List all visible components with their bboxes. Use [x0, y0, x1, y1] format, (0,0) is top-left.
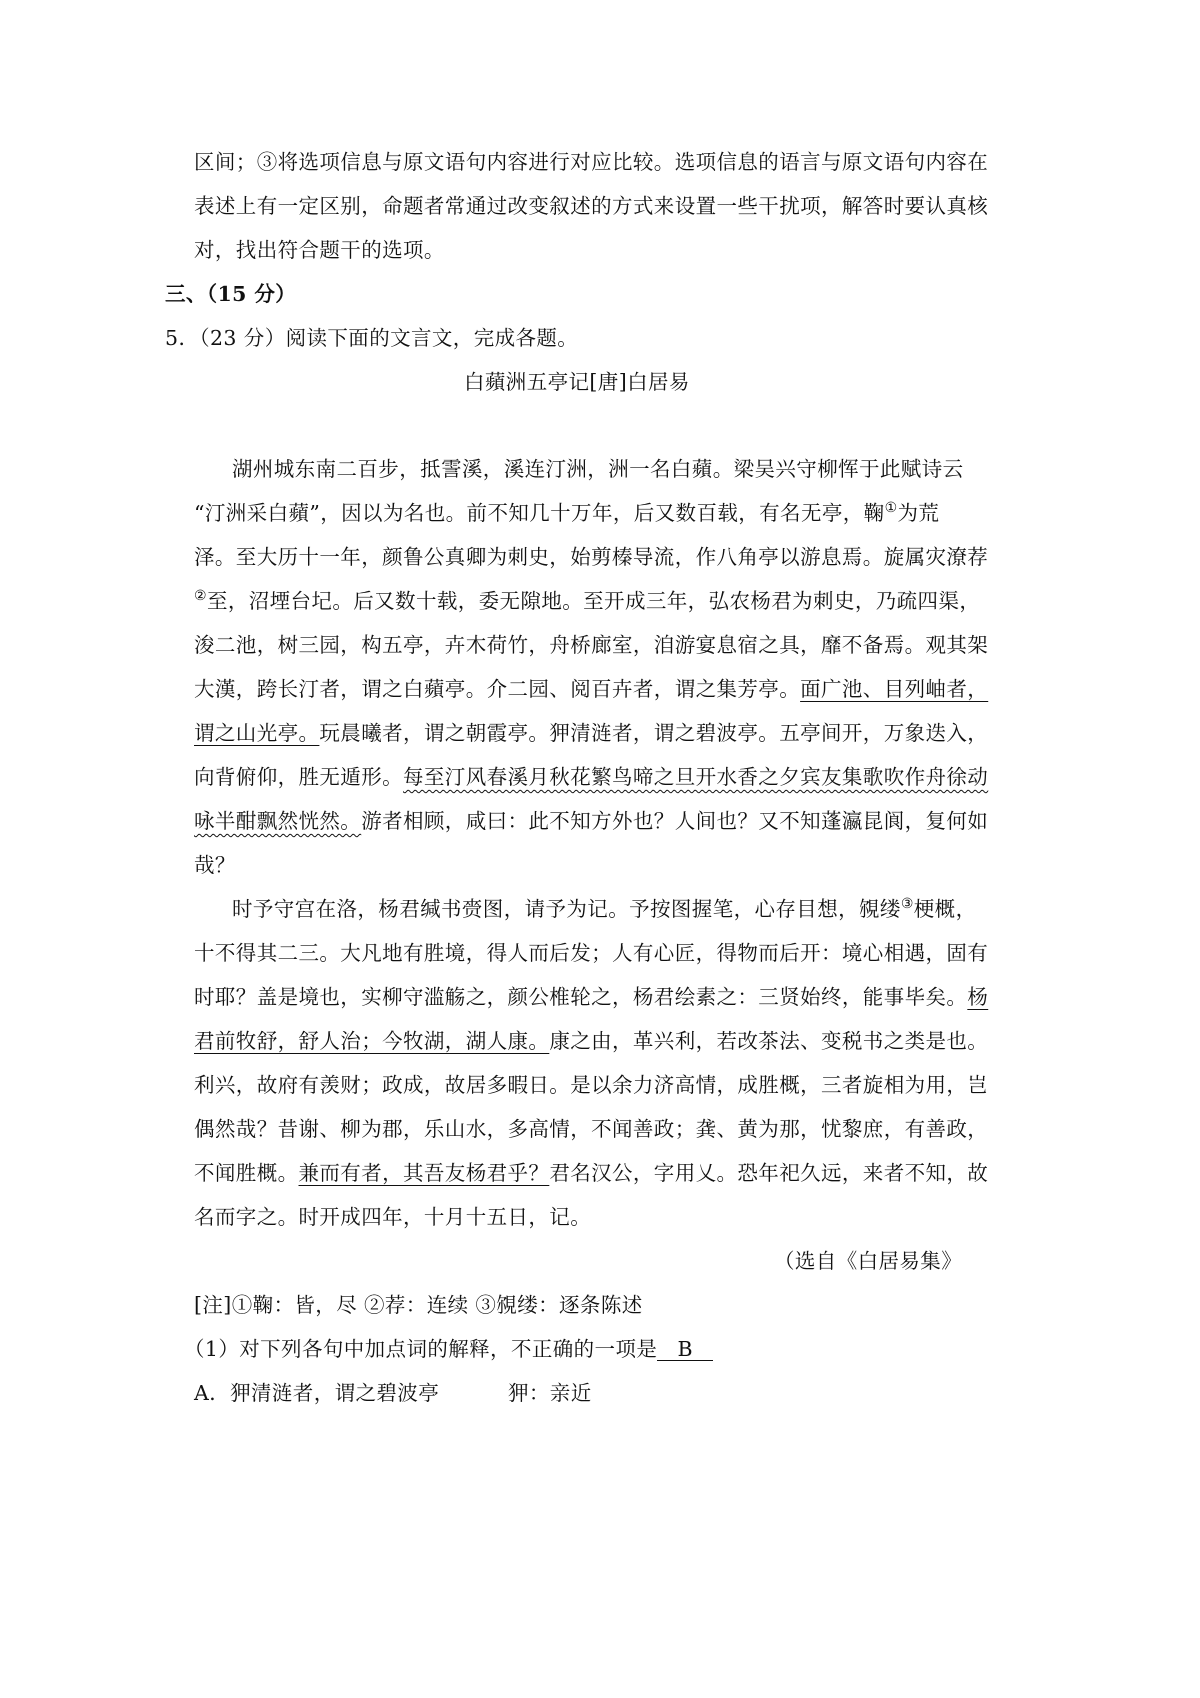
intro-line-3: 对，找出符合题干的选项。	[194, 238, 445, 262]
text-span: 时耶？盖是境也，实柳守滥觞之，颜公椎轮之，杨君绘素之：三贤始终，能事毕矣。	[194, 985, 968, 1009]
subquestion-prompt: （1）对下列各句中加点词的解释，不正确的一项是	[184, 1337, 658, 1361]
question-stem: 5．（23 分）阅读下面的文言文，完成各题。	[165, 326, 579, 350]
option-a	[194, 1376, 439, 1406]
passage-p2-line-5: 利兴，故府有羡财；政成，故居多暇日。是以余力济高情，成胜概，三者旋相为用，岂	[194, 1073, 989, 1097]
passage-p1-line-8	[194, 760, 988, 790]
text-span: 君名汉公，字用乂。恐年祀久远，来者不知，故	[549, 1161, 989, 1185]
passage-p2-line-7	[194, 1156, 988, 1186]
passage-title: 白蘋洲五亭记[唐]白居易	[464, 370, 690, 394]
passage-p1-line-7	[194, 716, 988, 746]
passage-source: （选自《白居易集》	[774, 1249, 963, 1273]
option-a-gloss: 狎：亲近	[508, 1381, 592, 1405]
underlined-sentence: 兼而有者，其吾友杨君乎？	[298, 1161, 550, 1185]
intro-line-2: 表述上有一定区别，命题者常通过改变叙述的方式来设置一些干扰项，解答时要认真核	[194, 194, 989, 218]
option-a-text: A．狎清涟者，谓之碧波亭	[194, 1381, 440, 1405]
text-span: “汀洲采白蘋”，因以为名也。前不知几十万年，后又数百载，有名无亭，鞠	[194, 501, 885, 525]
text-span: 康之由，革兴利，若改茶法、变税书之类是也。	[549, 1029, 989, 1053]
passage-p1-line-4	[194, 584, 980, 614]
passage-p1-line-3: 泽。至大历十一年，颜鲁公真卿为刺史，始剪榛导流，作八角亭以游息焉。旋属灾潦荐	[194, 545, 989, 569]
text-span: 游者相顾，咸曰：此不知方外也？人间也？又不知蓬瀛昆阆，复何如	[361, 809, 989, 833]
text-span: 玩晨曦者，谓之朝霞亭。狎清涟者，谓之碧波亭。五亭间开，万象迭入，	[319, 721, 989, 745]
passage-p1-line-9	[194, 804, 988, 834]
passage-p1-line-10: 哉？	[194, 853, 236, 877]
footnote-marker: ②	[194, 588, 207, 604]
text-span: 不闻胜概。	[194, 1161, 299, 1185]
passage-p1-line-1: 湖州城东南二百步，抵霅溪，溪连汀洲，洲一名白蘋。梁吴兴守柳恽于此赋诗云	[232, 457, 964, 481]
text-span: 大漢，跨长汀者，谓之白蘋亭。介二园、阅百卉者，谓之集芳亭。	[194, 677, 801, 701]
underlined-sentence: 面广池、目列岫者，	[800, 677, 989, 701]
footnote-marker: ①	[884, 500, 898, 516]
passage-p2-line-6: 偶然哉？昔谢、柳为郡，乐山水，多高情，不闻善政；龚、黄为那，忧黎庶，有善政，	[194, 1117, 989, 1141]
passage-p1-line-6	[194, 672, 988, 702]
text-span: 时予守宫在洛，杨君缄书赍图，请予为记。予按图握笔，心存目想，覙缕	[232, 897, 901, 921]
text-span: 梗概，	[913, 897, 977, 921]
underlined-sentence: 君前牧舒，舒人治；今牧湖，湖人康。	[194, 1029, 550, 1053]
passage-p2-line-8: 名而字之。时开成四年，十月十五日，记。	[194, 1205, 592, 1229]
passage-p2-line-1	[232, 892, 976, 922]
intro-line-1: 区间；③将选项信息与原文语句内容进行对应比较。选项信息的语言与原文语句内容在	[194, 150, 989, 174]
passage-p2-line-4	[194, 1024, 988, 1054]
text-span: 至，沼堙台圮。后又数十载，委无隙地。至开成三年，弘农杨君为刺史，乃疏四渠，	[206, 589, 981, 613]
text-span: 为荒	[897, 501, 940, 525]
section-heading: 三、（15 分）	[165, 282, 297, 306]
underlined-sentence: 杨	[967, 985, 989, 1009]
passage-p2-line-2: 十不得其二三。大凡地有胜境，得人而后发；人有心匠，得物而后开：境心相遇，固有	[194, 941, 989, 965]
passage-p1-line-5: 浚二池，树三园，构五亭，卉木荷竹，舟桥廊室，洎游宴息宿之具，靡不备焉。观其架	[194, 633, 989, 657]
answer-blank: B	[657, 1338, 713, 1361]
text-span: 向背俯仰，胜无遁形。	[194, 765, 403, 789]
underlined-sentence: 谓之山光亭。	[194, 721, 320, 745]
subquestion-1	[184, 1332, 713, 1362]
footnote-marker: ③	[900, 896, 914, 912]
wavy-underlined-sentence: 咏半酣飘然恍然。	[194, 809, 362, 833]
footnotes: [注]①鞠：皆，尽 ②荐：连续 ③覙缕：逐条陈述	[194, 1293, 643, 1317]
passage-p2-line-3	[194, 980, 988, 1010]
passage-p1-line-2	[194, 496, 939, 526]
wavy-underlined-sentence: 每至汀风春溪月秋花繁鸟啼之旦开水香之夕宾友集歌吹作舟徐动	[403, 765, 989, 789]
